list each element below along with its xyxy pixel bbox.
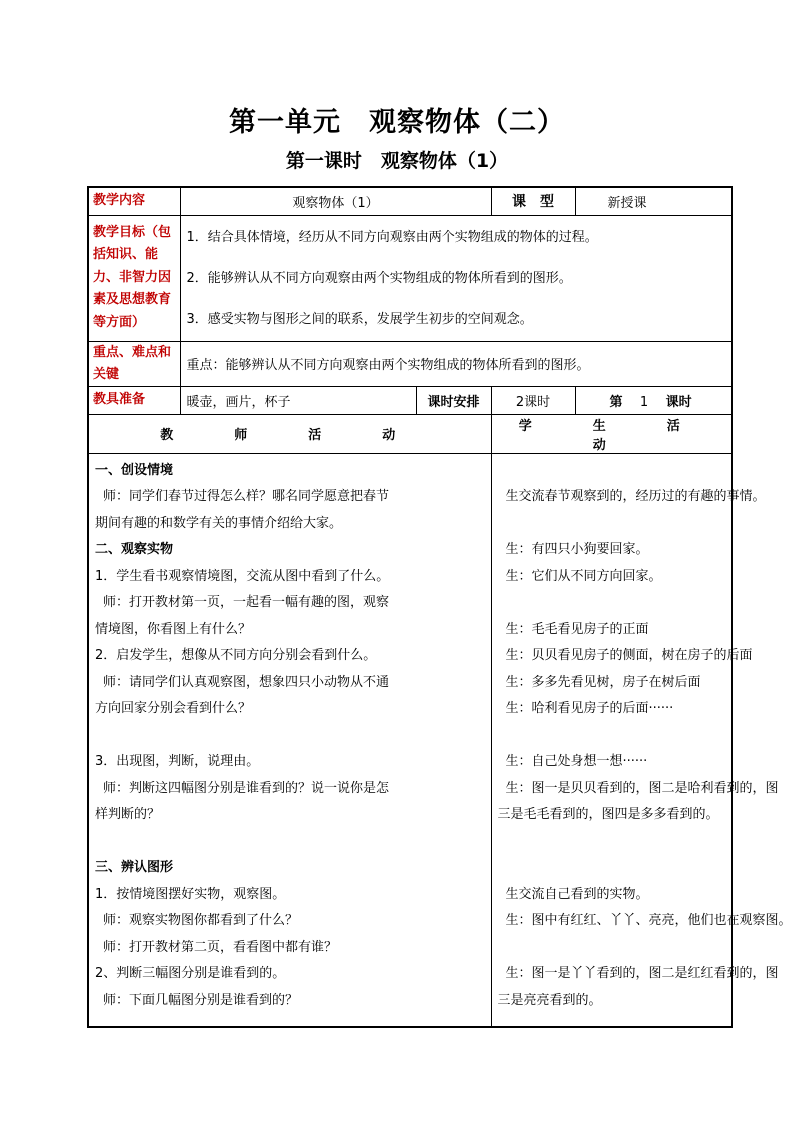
student-line xyxy=(492,855,732,882)
teacher-line: 期间有趣的和数学有关的事情介绍给大家。 xyxy=(95,515,343,531)
student-line: 生：图一是丫丫看到的，图二是红红看到的，图 xyxy=(505,966,779,981)
student-line xyxy=(492,458,732,485)
goals-label: 教学目标（包括知识、能力、非智力因素及思想教育等方面） xyxy=(88,215,180,341)
teacher-line: 样判断的？ xyxy=(95,807,161,822)
section-heading: 三、辨认图形 xyxy=(95,860,174,875)
student-line: 生：自己处身想一想······ xyxy=(505,754,648,769)
goal-item: 1．结合具体情境，经历从不同方向观察由两个实物组成的物体的过程。 xyxy=(186,229,598,245)
teacher-line: 师：观察实物图你都看到了什么？ xyxy=(103,913,299,928)
student-line xyxy=(492,829,732,856)
student-line xyxy=(492,511,732,538)
student-line: 生：哈利看见房子的后面······ xyxy=(505,701,674,716)
key-label: 重点、难点和关键 xyxy=(88,341,180,386)
section-heading: 一、创设情境 xyxy=(95,462,174,478)
student-line: 生：毛毛看见房子的正面 xyxy=(505,621,649,637)
tools-value: 暖壶，画片，杯子 xyxy=(180,386,416,414)
student-line: 生：它们从不同方向回家。 xyxy=(505,568,662,584)
student-line: 生：贝贝看见房子的侧面，树在房子的后面 xyxy=(505,648,753,663)
teacher-line: 2．启发学生，想像从不同方向分别会看到什么。 xyxy=(95,648,377,663)
teacher-line: 师：同学们春节过得怎么样？哪名同学愿意把春节 xyxy=(103,489,390,504)
student-line: 三是亮亮看到的。 xyxy=(497,992,602,1008)
teacher-line: 2、判断三幅图分别是谁看到的。 xyxy=(95,966,286,981)
student-line: 生：有四只小狗要回家。 xyxy=(505,542,649,557)
teacher-line xyxy=(89,723,491,750)
student-line: 生：图一是贝贝看到的，图二是哈利看到的，图 xyxy=(505,780,779,796)
page-title: 第一单元 观察物体（二） xyxy=(229,107,565,138)
student-line xyxy=(492,590,732,617)
period-prefix: 第 xyxy=(609,394,623,410)
student-line: 生交流自己看到的实物。 xyxy=(505,886,649,902)
period-suffix: 课时 xyxy=(665,394,692,410)
schedule-value: 2课时 xyxy=(491,386,575,414)
teacher-line: 师：下面几幅图分别是谁看到的？ xyxy=(103,992,299,1008)
student-activity-column xyxy=(491,453,792,1027)
page-subtitle: 第一课时 观察物体（1） xyxy=(285,150,509,172)
student-line: 生交流春节观察到的，经历过的有趣的事情。 xyxy=(505,489,766,504)
goals-list xyxy=(180,215,732,341)
teacher-line: 师：判断这四幅图分别是谁看到的？说一说你是怎 xyxy=(103,780,390,796)
schedule-label: 课时安排 xyxy=(416,386,491,414)
student-line xyxy=(492,935,732,962)
content-value: 观察物体（1） xyxy=(180,187,491,215)
student-line: 生：多多先看见树，房子在树后面 xyxy=(505,674,701,690)
student-line: 三是毛毛看到的，图四是多多看到的。 xyxy=(497,807,719,822)
teacher-activity-header: 教 师 活 动 xyxy=(88,414,491,453)
tools-label: 教具准备 xyxy=(88,386,180,414)
type-label: 课 型 xyxy=(491,187,575,215)
student-line: 生：图中有红红、丫丫、亮亮，他们也在观察图。 xyxy=(505,913,792,928)
teacher-line: 师：打开教材第一页，一起看一幅有趣的图，观察 xyxy=(103,595,390,610)
section-heading: 二、观察实物 xyxy=(95,542,174,557)
teacher-line: 师：请同学们认真观察图，想象四只小动物从不通 xyxy=(103,674,390,690)
teacher-line: 方向回家分别会看到什么？ xyxy=(95,701,252,716)
teacher-line: 3．出现图，判断，说理由。 xyxy=(95,754,260,769)
teacher-line: 师：打开教材第二页，看看图中都有谁？ xyxy=(103,939,338,955)
teacher-line xyxy=(89,829,491,856)
content-label: 教学内容 xyxy=(88,187,180,215)
period-number: 1 xyxy=(639,394,649,410)
goal-item: 2．能够辨认从不同方向观察由两个实物组成的物体所看到的图形。 xyxy=(186,270,572,286)
student-activity-header: 学 生 活 动 xyxy=(491,414,732,453)
student-line xyxy=(492,723,732,750)
goal-item: 3．感受实物与图形之间的联系，发展学生初步的空间观念。 xyxy=(186,311,533,327)
key-value: 重点：能够辨认从不同方向观察由两个实物组成的物体所看到的图形。 xyxy=(180,341,732,386)
type-value: 新授课 xyxy=(575,187,732,215)
teacher-line: 1．按情境图摆好实物，观察图。 xyxy=(95,886,286,902)
teacher-line: 1．学生看书观察情境图，交流从图中看到了什么。 xyxy=(95,568,390,584)
teacher-line: 情境图，你看图上有什么？ xyxy=(95,621,252,637)
teacher-activity-column xyxy=(88,453,491,1027)
period-info xyxy=(575,386,732,414)
lesson-plan-table xyxy=(87,186,792,1028)
